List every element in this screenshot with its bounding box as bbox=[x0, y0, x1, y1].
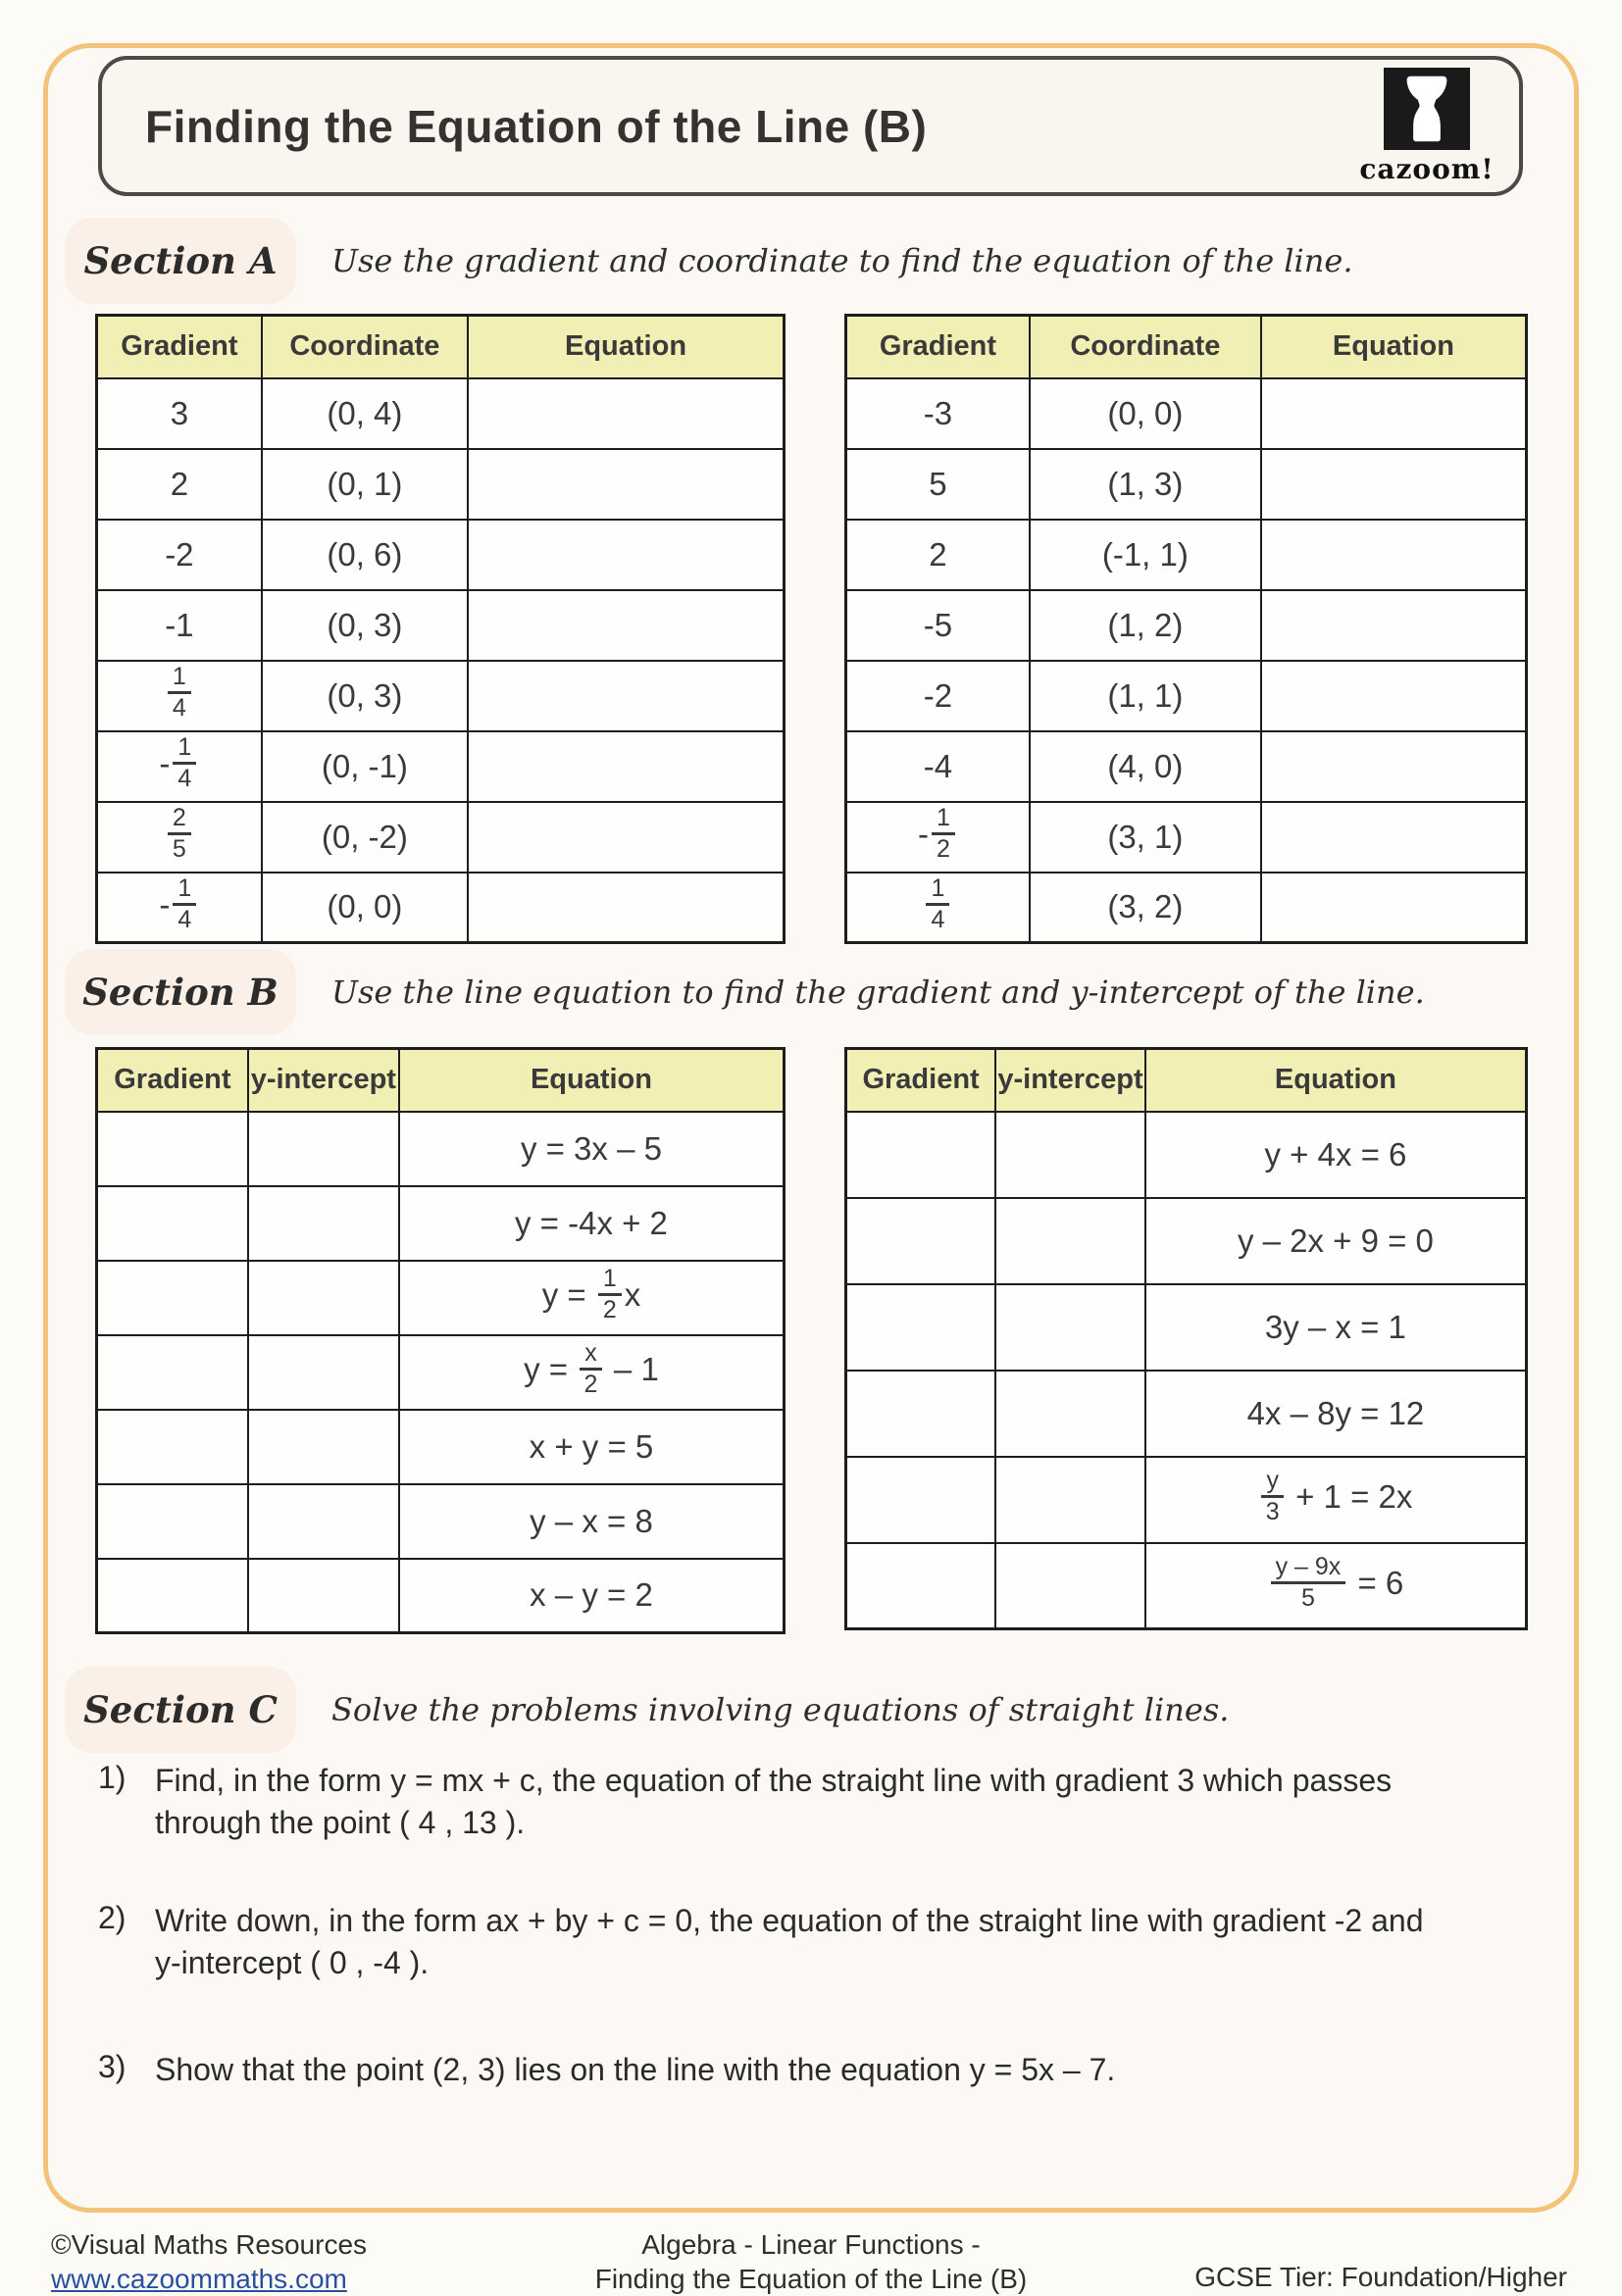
cazoom-logo bbox=[1358, 68, 1495, 185]
table-cell bbox=[846, 1284, 996, 1371]
problem-line: Find, in the form y = mx + c, the equation of the straight line with gradient 3 which passes bbox=[155, 1763, 1393, 1798]
title-box bbox=[98, 56, 1523, 196]
table-cell bbox=[995, 1457, 1145, 1543]
table-cell: 3y – x = 1 bbox=[1145, 1284, 1527, 1371]
table-cell bbox=[468, 378, 784, 449]
problem-line: Write down, in the form ax + by + c = 0, the equation of the straight line with gradient -2 and bbox=[155, 1903, 1424, 1938]
page-title: Finding the Equation of the Line (B) bbox=[145, 100, 928, 152]
section-a-instruction: Use the gradient and coordinate to find the equation of the line. bbox=[331, 242, 1353, 279]
table-row bbox=[97, 1186, 785, 1261]
table-cell: 3 bbox=[97, 378, 262, 449]
table-cell bbox=[1261, 873, 1527, 943]
table-cell bbox=[846, 1543, 996, 1629]
table-cell bbox=[97, 1112, 248, 1186]
table-cell bbox=[1261, 661, 1527, 731]
table-header-row bbox=[97, 1049, 785, 1112]
table-row bbox=[97, 1559, 785, 1633]
table-cell: (1, 2) bbox=[1030, 590, 1261, 661]
table-cell bbox=[97, 1261, 248, 1335]
problem-2 bbox=[98, 1900, 1489, 1984]
table-row bbox=[97, 1335, 785, 1410]
table-cell: (1, 1) bbox=[1030, 661, 1261, 731]
table-cell bbox=[846, 1198, 996, 1284]
section-c-header bbox=[65, 1667, 1229, 1753]
footer-worksheet-name: Finding the Equation of the Line (B) bbox=[594, 2264, 1028, 2294]
table-cell bbox=[248, 1186, 399, 1261]
column-header: Equation bbox=[1261, 316, 1527, 378]
table-cell bbox=[248, 1261, 399, 1335]
table-cell bbox=[468, 731, 784, 802]
table-cell: x + y = 5 bbox=[399, 1410, 785, 1484]
table-cell bbox=[248, 1410, 399, 1484]
table-cell: (1, 3) bbox=[1030, 449, 1261, 520]
table-cell: y – x = 8 bbox=[399, 1484, 785, 1559]
table-cell bbox=[995, 1371, 1145, 1457]
table-cell bbox=[468, 873, 784, 943]
section-a-label: Section A bbox=[65, 218, 296, 304]
table-row bbox=[846, 449, 1527, 520]
table-cell bbox=[248, 1484, 399, 1559]
problem-text bbox=[155, 1900, 1489, 1984]
table-row bbox=[846, 378, 1527, 449]
table-cell: -5 bbox=[846, 590, 1030, 661]
table-cell: (0, 3) bbox=[262, 590, 468, 661]
fraction: $\frac{y}{3}$ bbox=[1261, 1468, 1284, 1525]
table-row bbox=[846, 520, 1527, 590]
table-cell: - $\frac{1}{2}$ bbox=[846, 802, 1030, 873]
section-b-instruction: Use the line equation to find the gradient and y-intercept of the line. bbox=[331, 973, 1425, 1011]
table-header-row bbox=[97, 316, 785, 378]
table-cell bbox=[1261, 802, 1527, 873]
column-header: Equation bbox=[1145, 1049, 1527, 1112]
column-header: Equation bbox=[468, 316, 784, 378]
table-row bbox=[846, 661, 1527, 731]
table-cell: (0, 0) bbox=[262, 873, 468, 943]
table-cell bbox=[468, 449, 784, 520]
table-cell: 2 bbox=[97, 449, 262, 520]
table-cell bbox=[1261, 590, 1527, 661]
table-row bbox=[846, 802, 1527, 873]
problem-text bbox=[155, 2049, 1489, 2091]
column-header: Coordinate bbox=[1030, 316, 1261, 378]
table-cell: (0, 6) bbox=[262, 520, 468, 590]
problem-line: through the point ( 4 , 13 ). bbox=[155, 1805, 526, 1841]
table-cell bbox=[468, 661, 784, 731]
problem-1 bbox=[98, 1760, 1489, 1844]
table-cell bbox=[846, 1112, 996, 1198]
table-cell: y = -4x + 2 bbox=[399, 1186, 785, 1261]
table-cell: $\frac{y - 9x}{5}$ = 6 bbox=[1145, 1543, 1527, 1629]
table-cell: (0, -1) bbox=[262, 731, 468, 802]
table-cell bbox=[995, 1284, 1145, 1371]
table-row bbox=[846, 1284, 1527, 1371]
table-cell bbox=[995, 1112, 1145, 1198]
section-c-label: Section C bbox=[65, 1667, 296, 1753]
table-cell: - $\frac{1}{4}$ bbox=[97, 731, 262, 802]
section-b-label: Section B bbox=[65, 949, 296, 1035]
table-cell: (0, 1) bbox=[262, 449, 468, 520]
footer-topic: Algebra - Linear Functions - bbox=[641, 2229, 981, 2260]
column-header: Gradient bbox=[97, 1049, 248, 1112]
table-cell: 2 bbox=[846, 520, 1030, 590]
table-row bbox=[846, 1543, 1527, 1629]
table-cell: y = $\frac{1}{2}$ x bbox=[399, 1261, 785, 1335]
fraction: $\frac{1}{4}$ bbox=[168, 664, 191, 722]
table-cell bbox=[97, 661, 262, 731]
table-cell: (0, -2) bbox=[262, 802, 468, 873]
table-cell bbox=[468, 520, 784, 590]
table-row bbox=[97, 378, 785, 449]
table-cell bbox=[97, 1410, 248, 1484]
table-row bbox=[97, 1112, 785, 1186]
table-cell bbox=[97, 1484, 248, 1559]
table-cell bbox=[1261, 378, 1527, 449]
table-cell: y = $\frac{x}{2}$ – 1 bbox=[399, 1335, 785, 1410]
table-row bbox=[846, 1112, 1527, 1198]
table-row bbox=[97, 590, 785, 661]
table-cell: 5 bbox=[846, 449, 1030, 520]
table-row bbox=[97, 731, 785, 802]
table-cell bbox=[846, 1457, 996, 1543]
table-header-row bbox=[846, 316, 1527, 378]
table-row bbox=[846, 1198, 1527, 1284]
fraction: $\frac{1}{4}$ bbox=[926, 875, 949, 933]
section-b-header bbox=[65, 949, 1425, 1035]
table-cell bbox=[1261, 520, 1527, 590]
problem-number: 2) bbox=[98, 1900, 127, 1935]
table-cell: y + 4x = 6 bbox=[1145, 1112, 1527, 1198]
table-cell: (-1, 1) bbox=[1030, 520, 1261, 590]
table-row bbox=[97, 1261, 785, 1335]
table-cell bbox=[1261, 449, 1527, 520]
table-row bbox=[846, 873, 1527, 943]
fraction: $\frac{x}{2}$ bbox=[580, 1340, 602, 1398]
problem-text bbox=[155, 1760, 1489, 1844]
table-row bbox=[846, 1457, 1527, 1543]
table-cell: (4, 0) bbox=[1030, 731, 1261, 802]
footer-tier: GCSE Tier: Foundation/Higher bbox=[1194, 2262, 1567, 2292]
fraction: $\frac{1}{2}$ bbox=[598, 1266, 622, 1323]
cazoommaths-link[interactable]: www.cazoommaths.com bbox=[51, 2264, 347, 2294]
table-row bbox=[97, 873, 785, 943]
table-cell: $\frac{y}{3}$ + 1 = 2x bbox=[1145, 1457, 1527, 1543]
table-row bbox=[846, 731, 1527, 802]
column-header: Gradient bbox=[846, 316, 1030, 378]
table-cell bbox=[248, 1112, 399, 1186]
table-row bbox=[97, 661, 785, 731]
table-cell: (0, 3) bbox=[262, 661, 468, 731]
table-cell: (0, 0) bbox=[1030, 378, 1261, 449]
drum-glyph bbox=[1396, 73, 1457, 145]
table-row bbox=[97, 1410, 785, 1484]
table-cell: -3 bbox=[846, 378, 1030, 449]
table-row bbox=[97, 520, 785, 590]
column-header: Gradient bbox=[846, 1049, 996, 1112]
cazoom-wordmark: cazoom! bbox=[1359, 152, 1495, 185]
table-cell: -2 bbox=[846, 661, 1030, 731]
table-cell: (0, 4) bbox=[262, 378, 468, 449]
cazoom-drum-icon bbox=[1384, 68, 1470, 150]
table-row bbox=[846, 1371, 1527, 1457]
table-cell bbox=[995, 1198, 1145, 1284]
table-cell: 4x – 8y = 12 bbox=[1145, 1371, 1527, 1457]
problem-number: 3) bbox=[98, 2049, 127, 2084]
problem-line: Show that the point (2, 3) lies on the line with the equation y = 5x – 7. bbox=[155, 2052, 1116, 2087]
column-header: Equation bbox=[399, 1049, 785, 1112]
column-header: y-intercept bbox=[995, 1049, 1145, 1112]
table-cell bbox=[846, 1371, 996, 1457]
section-a-left-table bbox=[95, 314, 786, 944]
table-cell bbox=[468, 590, 784, 661]
table-cell: - $\frac{1}{4}$ bbox=[97, 873, 262, 943]
table-cell: y – 2x + 9 = 0 bbox=[1145, 1198, 1527, 1284]
table-row bbox=[97, 802, 785, 873]
fraction: $\frac{1}{4}$ bbox=[173, 875, 196, 933]
table-cell bbox=[248, 1559, 399, 1633]
table-row bbox=[846, 590, 1527, 661]
section-b-right-table bbox=[844, 1047, 1528, 1630]
table-cell bbox=[248, 1335, 399, 1410]
section-a-header bbox=[65, 218, 1352, 304]
problem-line: y-intercept ( 0 , -4 ). bbox=[155, 1945, 430, 1981]
column-header: Gradient bbox=[97, 316, 262, 378]
table-cell bbox=[97, 1335, 248, 1410]
section-c-instruction: Solve the problems involving equations of straight lines. bbox=[331, 1691, 1230, 1728]
problem-3 bbox=[98, 2049, 1489, 2091]
column-header: y-intercept bbox=[248, 1049, 399, 1112]
fraction: $\frac{1}{4}$ bbox=[173, 734, 196, 792]
table-cell bbox=[97, 1186, 248, 1261]
table-cell bbox=[97, 802, 262, 873]
table-cell bbox=[995, 1543, 1145, 1629]
section-b-left-table bbox=[95, 1047, 786, 1634]
table-cell: -2 bbox=[97, 520, 262, 590]
table-cell bbox=[846, 873, 1030, 943]
table-header-row bbox=[846, 1049, 1527, 1112]
fraction: $\frac{y - 9x}{5}$ bbox=[1271, 1554, 1346, 1612]
table-cell bbox=[1261, 731, 1527, 802]
column-header: Coordinate bbox=[262, 316, 468, 378]
section-a-right-table bbox=[844, 314, 1528, 944]
table-cell: (3, 2) bbox=[1030, 873, 1261, 943]
fraction: $\frac{2}{5}$ bbox=[168, 805, 191, 863]
table-row bbox=[97, 1484, 785, 1559]
footer-copyright: ©Visual Maths Resources bbox=[51, 2229, 368, 2260]
problem-number: 1) bbox=[98, 1760, 127, 1795]
table-cell: y = 3x – 5 bbox=[399, 1112, 785, 1186]
fraction: $\frac{1}{2}$ bbox=[932, 805, 955, 863]
table-cell: -4 bbox=[846, 731, 1030, 802]
table-cell bbox=[97, 1559, 248, 1633]
table-cell: (3, 1) bbox=[1030, 802, 1261, 873]
table-cell bbox=[468, 802, 784, 873]
table-row bbox=[97, 449, 785, 520]
table-cell: -1 bbox=[97, 590, 262, 661]
table-cell: x – y = 2 bbox=[399, 1559, 785, 1633]
